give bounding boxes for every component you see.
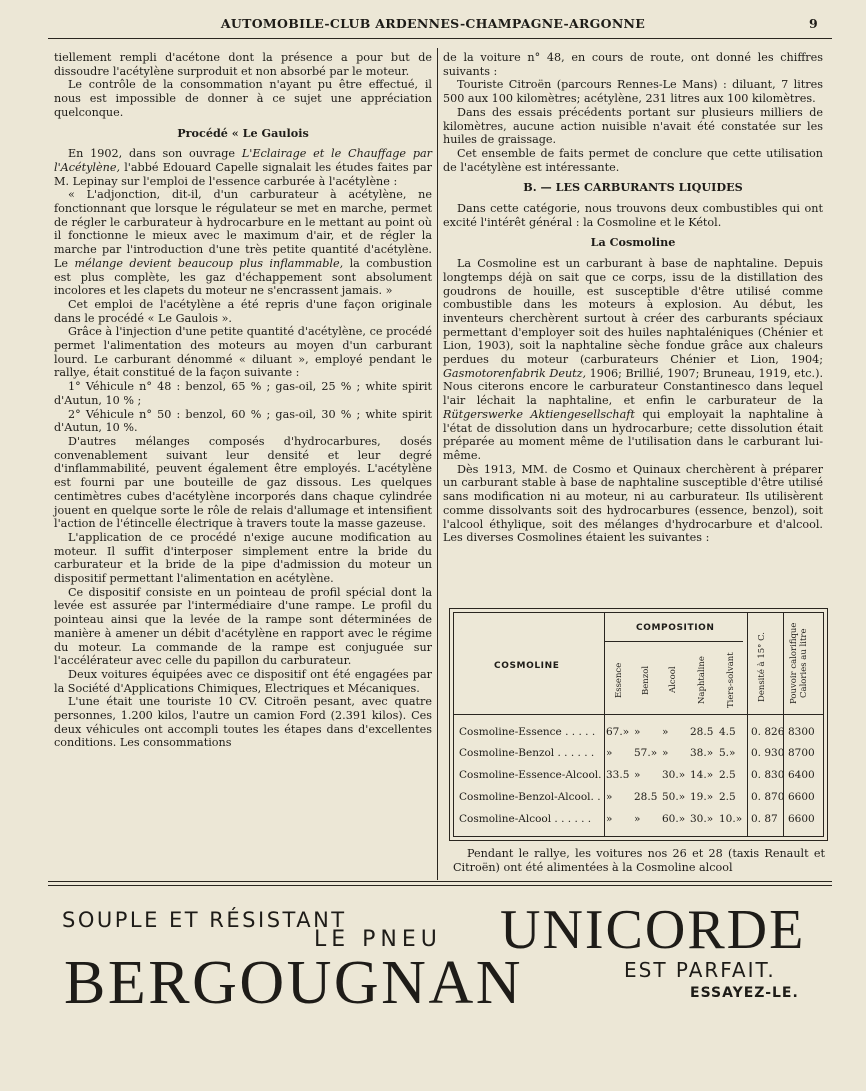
table-cell: 38.»: [690, 747, 714, 759]
paragraph: de la voiture n° 48, en cours de route, ont donné les chiffres suivants :: [443, 51, 823, 78]
table-cell: »: [634, 726, 641, 738]
col-header: Densité à 15° C.: [757, 632, 767, 702]
table-cell: 0. 826: [751, 726, 785, 738]
header-rule: [48, 38, 832, 39]
column-divider: [437, 48, 438, 880]
table-cell: »: [662, 726, 669, 738]
table-cell: 28.5: [690, 726, 714, 738]
table-cell: »: [606, 791, 613, 803]
table-cell: 4.5: [719, 726, 736, 738]
ad-brand: UNICORDE: [500, 899, 806, 961]
table-header-composition: COMPOSITION: [636, 623, 715, 633]
header-title: AUTOMOBILE-CLUB ARDENNES-CHAMPAGNE-ARGONNE: [220, 16, 646, 31]
table-cell: 28.5: [634, 791, 658, 803]
paragraph: En 1902, dans son ouvrage L'Eclairage et le Chauffage par l'Acétylène, l'abbé Edouard Capelle signalait les études faites par M. Lepinay sur l'emploi de l'essence carburée à l'acétylène :: [54, 147, 432, 188]
list-item: 2° Véhicule n° 50 : benzol, 60 % ; gas-oil, 30 % ; white spirit d'Autun, 10 %.: [54, 407, 432, 435]
table-cell: »: [634, 769, 641, 781]
ad-line: LE PNEU: [314, 927, 442, 952]
paragraph: Grâce à l'injection d'une petite quantité d'acétylène, ce procédé permet l'alimentation des moteurs au moyen d'un carburant lourd. Le carburant dénommé « diluant », employé pendant le rallye, était constitué de la façon suivante :: [54, 325, 432, 380]
table-cell: 2.5: [719, 791, 736, 803]
table-cell: 33.5: [606, 769, 630, 781]
bergougnan-advertisement: [0, 884, 866, 1024]
paragraph: Pendant le rallye, les voitures nos 26 et 28 (taxis Renault et Citroën) ont été alimentées à la Cosmoline alcool: [453, 847, 825, 874]
table-cell: 30.»: [662, 769, 686, 781]
col-header: Pouvoir calorifique Calories au litre: [789, 622, 809, 704]
list-item: 1° Véhicule n° 48 : benzol, 65 % ; gas-oil, 25 % ; white spirit d'Autun, 10 % ;: [54, 380, 432, 407]
table-cell: 2.5: [719, 769, 736, 781]
right-column: [443, 51, 823, 545]
table-cell: 6600: [788, 791, 815, 803]
paragraph: Le contrôle de la consommation n'ayant pu être effectué, il nous est impossible de donner à ce sujet une appréciation quelconque.: [54, 78, 432, 119]
page-number: 9: [809, 16, 818, 31]
paragraph: Cet emploi de l'acétylène a été repris d'une façon originale dans le procédé « Le Gaulois ».: [54, 297, 432, 325]
table-cell: »: [606, 747, 613, 759]
paragraph: Dans cette catégorie, nous trouvons deux combustibles qui ont excité l'intérêt général : la Cosmoline et le Kétol.: [443, 202, 823, 229]
left-column: [54, 51, 432, 879]
table-cell: 0. 870: [751, 791, 785, 803]
table-cell: »: [606, 813, 613, 825]
table-cell: »: [634, 813, 641, 825]
table-cell: 6600: [788, 813, 815, 825]
table-cell: 50.»: [662, 791, 686, 803]
table-cell: 0. 87: [751, 813, 778, 825]
table-row-label: Cosmoline-Essence . . . . .: [459, 726, 596, 738]
paragraph: Dès 1913, MM. de Cosmo et Quinaux cherchèrent à préparer un carburant stable à base de naphtaline susceptible d'être utilisé sans modification ni au moteur, ni au carburateur. Ils utilisèrent comme dissolvants soit des hydrocarbures (essence, benzol), soit l'alcool éthylique, soit des mélanges d'hydrocarbure et d'alcool. Les diverses Cosmolines étaient les suivantes :: [443, 462, 823, 545]
table-cell: 8300: [788, 726, 815, 738]
table-cell: 6400: [788, 769, 815, 781]
paragraph: L'application de ce procédé n'exige aucune modification au moteur. Il suffit d'interposer simplement entre la bride du carburateur et la bride de la pipe d'admission du moteur un dispositif permettant l'alimentation en acétylène.: [54, 530, 432, 586]
table-row-label: Cosmoline-Benzol . . . . . .: [459, 747, 595, 759]
table-cell: 10.»: [719, 813, 743, 825]
paragraph: D'autres mélanges composés d'hydrocarbures, dosés convenablement suivant leur densité et leur degré d'inflammabilité, peuvent également être employés. L'acétylène est fourni par une bouteille de gaz dissous. Les quelques centimètres cubes d'acétylène incorporés dans chaque cylindrée jouent en quelque sorte le rôle de relais d'allumage et intensifient l'action de l'étincelle électrique à travers toute la masse gazeuse.: [54, 434, 432, 531]
paragraph: La Cosmoline est un carburant à base de naphtaline. Depuis longtemps déjà on sait que ce corps, issu de la distillation des goudrons de houille, est susceptible d'être utilisé comme combustible dans les moteurs à explosion. Au début, les inventeurs cherchèrent surtout à créer des carburants spéciaux permettant d'employer soit des huiles naphtaléniques (Chénier et Lion, 1903), soit la naphtaline sèche fondue grâce aux chaleurs perdues du moteur (carburateurs Chénier et Lion, 1904; Gasmotorenfabrik Deutz, 1906; Brillié, 1907; Bruneau, 1919, etc.). Nous citerons encore le carburateur Constantinesco dans lequel l'air léchait la naphtaline, et enfin le carburateur de la Rütgerswerke Aktiengesellschaft qui employait la naphtaline à l'état de dissolution dans un hydrocarbure; cette dissolution était préparée au moment même de l'utilisation dans le carburant lui-même.: [443, 257, 823, 462]
ad-rule: [48, 881, 832, 882]
table-cell: 19.»: [690, 791, 714, 803]
paragraph: Cet ensemble de faits permet de conclure que cette utilisation de l'acétylène est intéressante.: [443, 146, 823, 174]
col-header: Tiers-solvant: [726, 652, 736, 708]
paragraph: Deux voitures équipées avec ce dispositif ont été engagées par la Société d'Applications Chimiques, Electriques et Mécaniques.: [54, 667, 432, 695]
col-header: Essence: [614, 662, 624, 698]
table-cell: 67.»: [606, 726, 630, 738]
ad-line: ESSAYEZ-LE.: [690, 985, 799, 1001]
paragraph: L'une était une touriste 10 CV. Citroën pesant, avec quatre personnes, 1.200 kilos, l'autre un camion Ford (2.391 kilos). Ces deux véhicules ont accompli toutes les étapes dans d'excellentes conditions. Les consommations: [54, 695, 432, 750]
ad-brand: BERGOUGNAN: [64, 949, 523, 1017]
section-heading-carburants: B. — LES CARBURANTS LIQUIDES: [523, 180, 743, 195]
table-cell: 5.»: [719, 747, 736, 759]
paragraph: Dans des essais précédents portant sur plusieurs milliers de kilomètres, aucune action nuisible n'avait été constatée sur les huiles de graissage.: [443, 105, 823, 147]
ad-line: SOUPLE ET RÉSISTANT: [62, 908, 347, 932]
continued-text: [453, 847, 825, 874]
table-cell: 57.»: [634, 747, 658, 759]
table-cell: 8700: [788, 747, 815, 759]
table-cell: 60.»: [662, 813, 686, 825]
quotation: « L'adjonction, dit-il, d'un carburateur à acétylène, ne fonctionnant que lorsque le régulateur se met en marche, permet de régler le carburateur à hydrocarbure en le mettant au point où il fonctionne le mieux avec le maximum d'air, et de régler la marche par l'introduction d'une très petite quantité d'acétylène. Le mélange devient beaucoup plus inflammable, la combustion est plus complète, les gaz d'échappement sont absolument incolores et les clapets du moteur ne s'encrassent jamais. »: [54, 188, 433, 298]
ad-line: EST PARFAIT.: [624, 958, 776, 982]
cosmoline-table: [449, 608, 828, 841]
table-row-label: Cosmoline-Alcool . . . . . .: [459, 813, 592, 825]
table-cell: »: [662, 747, 669, 759]
table-cell: 0. 830: [751, 769, 785, 781]
section-heading-gaulois: Procédé « Le Gaulois: [177, 125, 309, 140]
table-cell: 14.»: [690, 769, 714, 781]
paragraph: Touriste Citroën (parcours Rennes-Le Mans) : diluant, 7 litres 500 aux 100 kilomètres; acétylène, 231 litres aux 100 kilomètres.: [443, 78, 823, 106]
paragraph: tiellement rempli d'acétone dont la présence a pour but de dissoudre l'acétylène surproduit et non absorbé par le moteur.: [54, 51, 432, 78]
page-header: [48, 16, 818, 31]
col-header: Benzol: [641, 665, 651, 695]
table-row-label: Cosmoline-Essence-Alcool.: [459, 769, 602, 781]
table-row-label: Cosmoline-Benzol-Alcool. .: [459, 791, 601, 803]
table-cell: 30.»: [690, 813, 714, 825]
table-header-cosmoline: COSMOLINE: [494, 661, 560, 671]
table-cell: 0. 930: [751, 747, 785, 759]
col-header: Naphtaline: [697, 656, 707, 704]
section-heading-cosmoline: La Cosmoline: [590, 235, 676, 250]
paragraph: Ce dispositif consiste en un pointeau de profil spécial dont la levée est assurée par l'intermédiaire d'une rampe. Le profil du pointeau ainsi que la levée de la rampe sont déterminées de manière à amener un débit d'acétylène en rapport avec le régime du moteur. La commande de la rampe est conjuguée sur l'accélérateur avec celle du papillon du carburateur.: [54, 585, 432, 668]
col-header: Alcool: [668, 666, 678, 694]
